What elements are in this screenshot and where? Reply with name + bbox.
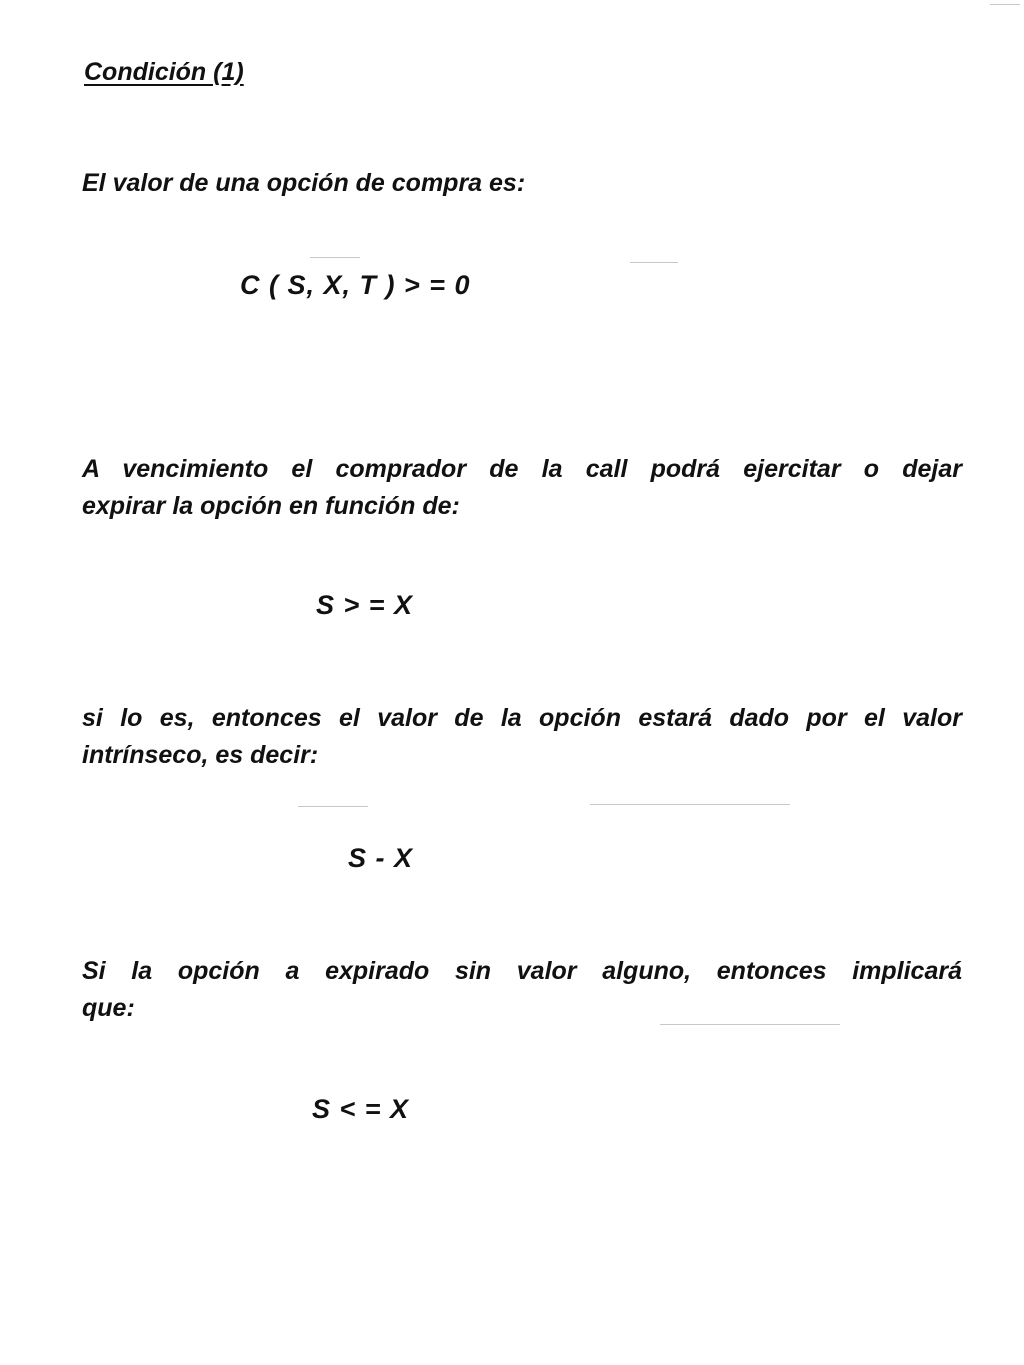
section-heading: Condición (1) xyxy=(84,58,244,86)
paragraph-line: expirar la opción en función de: xyxy=(82,492,460,520)
scan-speck xyxy=(660,1024,840,1025)
paragraph-line: si lo es, entonces el valor de la opción estará dado por el valor xyxy=(82,704,962,732)
formula-exercise-condition: S > = X xyxy=(316,590,414,620)
paragraph-expiry-decision xyxy=(82,451,962,525)
paragraph-line: que: xyxy=(82,994,135,1022)
scan-speck xyxy=(990,4,1020,5)
scan-speck xyxy=(590,804,790,805)
paragraph-line: El valor de una opción de compra es: xyxy=(82,169,526,197)
paragraph-intrinsic-value xyxy=(82,700,962,774)
paragraph-expired-worthless xyxy=(82,953,962,1027)
paragraph-line: A vencimiento el comprador de la call podrá ejercitar o dejar xyxy=(82,455,962,483)
paragraph-line: Si la opción a expirado sin valor alguno, entonces implicará xyxy=(82,957,962,985)
paragraph-line: intrínseco, es decir: xyxy=(82,741,319,769)
formula-intrinsic-value: S - X xyxy=(348,843,414,873)
scan-speck xyxy=(630,262,678,263)
formula-call-nonnegative: C ( S, X, T ) > = 0 xyxy=(240,270,471,300)
scan-speck xyxy=(298,806,368,807)
paragraph-call-value xyxy=(82,165,525,202)
scan-speck xyxy=(310,257,360,258)
formula-expiry-condition: S < = X xyxy=(312,1094,410,1124)
